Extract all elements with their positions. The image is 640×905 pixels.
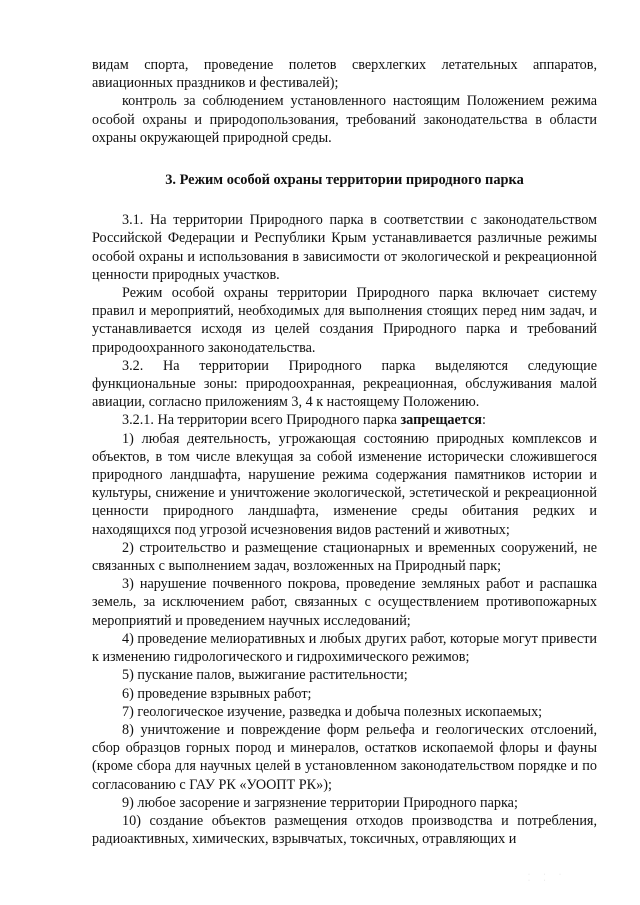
paragraph-3-2-1-lead: 3.2.1. На территории всего Природного парка xyxy=(122,412,401,429)
list-item: 2) строительство и размещение стационарных и временных сооружений, не связанных с выполнением задач, возложенных на Природный парк; xyxy=(92,539,597,575)
list-item: 1) любая деятельность, угрожающая состоянию природных комплексов и объектов, в том числе влекущая за собой изменение исторически сложившегося природного ландшафта, нарушение режима содержания памятников истории и культуры, снижение и уничтожение экологической, эстетической и рекреационной ценности природного ландшафта, изменение среды обитания редких и находящихся под угрозой исчезновения видов растений и животных; xyxy=(92,430,597,538)
list-item: 3) нарушение почвенного покрова, проведение земляных работ и распашка земель, за исключением работ, связанных с осуществлением противопожарных мероприятий и проведением научных исследований; xyxy=(92,576,597,629)
paragraph-3-2-1-tail: : xyxy=(481,412,486,429)
paragraph-3-2-1 xyxy=(92,411,597,429)
list-item: 6) проведение взрывных работ; xyxy=(122,685,312,702)
list-item: 10) создание объектов размещения отходов производства и потребления, радиоактивных, химических, взрывчатых, токсичных, отравляющих и xyxy=(92,812,597,848)
document-page xyxy=(92,56,597,848)
prohibited-keyword: запрещается xyxy=(400,412,482,429)
list-item: 5) пускание палов, выжигание растительности; xyxy=(122,667,408,684)
paragraph-regime: Режим особой охраны территории Природного парка включает систему правил и мероприятий, необходимых для выполнения стоящих перед ним задач, и устанавливается исходя из целей создания Природного парка и требований природоохранного законодательства. xyxy=(92,285,597,356)
paragraph-control: контроль за соблюдением установленного настоящим Положением режима особой охраны и природопользования, требований законодательства в области охраны окружающей природной среды. xyxy=(92,93,597,146)
list-item: 9) любое засорение и загрязнение территории Природного парка; xyxy=(122,794,518,811)
paragraph-3-2: 3.2. На территории Природного парка выделяются следующие функциональные зоны: природоохранная, рекреационная, обслуживания малой авиации, согласно приложениям 3, 4 к настоящему Положению. xyxy=(92,357,597,411)
list-item: 7) геологическое изучение, разведка и добыча полезных ископаемых; xyxy=(122,703,543,720)
list-item: 8) уничтожение и повреждение форм рельефа и геологических отслоений, сбор образцов горных пород и минералов, остатков ископаемой флоры и фауны (кроме сбора для научных целей в установленном законодательством порядке и по согласованию с ГАУ РК «УООПТ РК»); xyxy=(92,721,597,793)
scan-artifact-dots: · · · · · xyxy=(528,872,567,884)
paragraph-3-1: 3.1. На территории Природного парка в соответствии с законодательством Российской Федерации и Республики Крым устанавливается различные режимы особой охраны и использования в зависимости от экологической и рекреационной ценности природных участков. xyxy=(92,212,597,283)
list-item: 4) проведение мелиоративных и любых других работ, которые могут привести к изменению гидрологического и гидрохимического режимов; xyxy=(92,630,597,666)
section-heading: 3. Режим особой охраны территории природного парка xyxy=(165,172,524,189)
paragraph-continued: видам спорта, проведение полетов сверхлегких летательных аппаратов, авиационных праздников и фестивалей); xyxy=(92,57,597,92)
